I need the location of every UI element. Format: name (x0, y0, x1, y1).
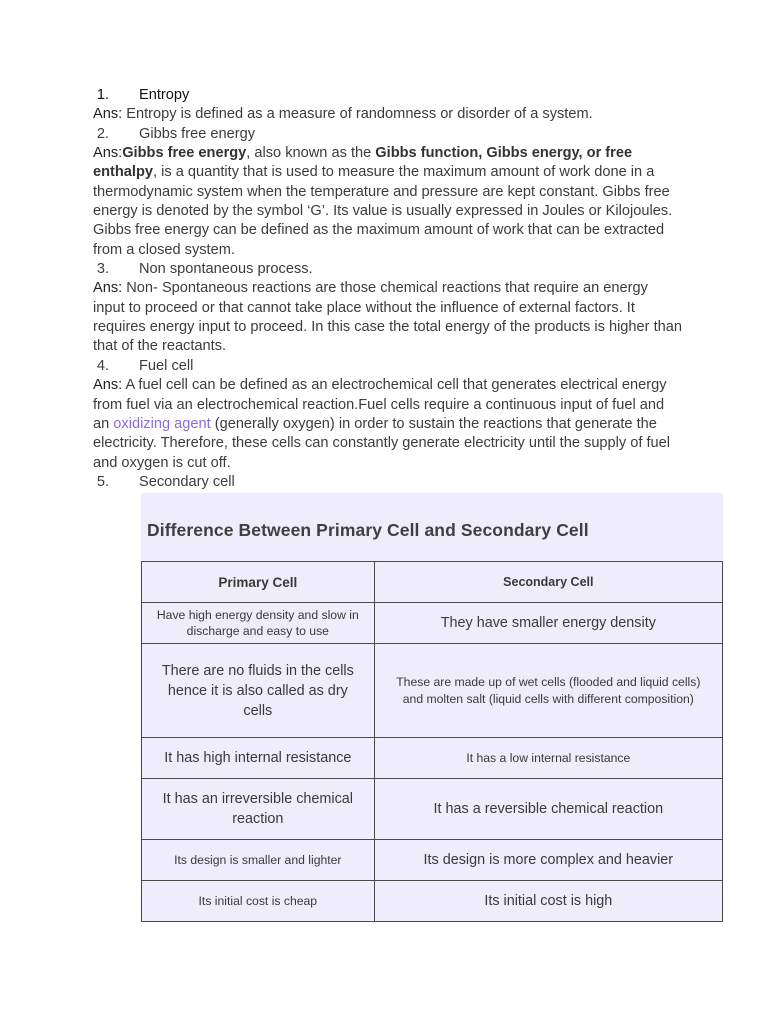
table-row (142, 644, 723, 738)
table-cell: Have high energy density and slow in discharge and easy to use (142, 603, 375, 644)
document-body (93, 86, 683, 492)
list-item-2 (93, 125, 683, 144)
ans-label: Ans: (93, 377, 123, 394)
table-header-row (142, 562, 723, 603)
table-row (142, 738, 723, 779)
ans-label: Ans: (93, 280, 123, 297)
comparison-table-image (141, 493, 723, 921)
list-title: Secondary cell (139, 473, 235, 490)
answer-text: Entropy is defined as a measure of randomness or disorder of a system. (122, 106, 593, 123)
table-row (142, 603, 723, 644)
table-cell: It has a low internal resistance (374, 738, 722, 779)
oxidizing-agent-link[interactable]: oxidizing agent (113, 415, 211, 432)
list-number: 4. (96, 357, 109, 374)
table-row (142, 779, 723, 840)
answer-text: A fuel cell can be defined as an electrochemical cell that generates electrical energy from fuel via an electrochemical reaction.Fuel cells require a continuous input of fuel and an (93, 377, 667, 432)
ans-label: Ans: (93, 106, 123, 123)
answer-fuel-cell (93, 376, 683, 473)
list-title: Gibbs free energy (139, 125, 256, 142)
answer-non-spontaneous (93, 279, 683, 356)
header-primary-cell: Primary Cell (142, 562, 375, 603)
bold-term: Gibbs free energy (122, 145, 247, 162)
answer-text: Non- Spontaneous reactions are those chemical reactions that require an energy input to proceed or that cannot take place without the influence of external factors. It requires energy input to proceed. In this case the total energy of the products is higher than that of the reactants. (93, 280, 682, 355)
table-cell: Its initial cost is cheap (142, 881, 375, 922)
list-title: Fuel cell (139, 357, 194, 374)
answer-gibbs (93, 144, 683, 260)
table-row (142, 881, 723, 922)
comparison-table (141, 561, 723, 922)
list-item-4 (93, 357, 683, 376)
header-secondary-cell: Secondary Cell (374, 562, 722, 603)
table-title: Difference Between Primary Cell and Secondary Cell (147, 520, 589, 540)
list-item-5 (93, 473, 683, 492)
list-item-3 (93, 260, 683, 279)
answer-text: , is a quantity that is used to measure the maximum amount of work done in a thermodynamic system when the temperature and pressure are kept constant. Gibbs free energy is denoted by the symbol ‘G’. Its value is usually expressed in Joules or Kilojoules. Gibbs free energy can be defined as the maximum amount of work that can be extracted from a closed system. (93, 164, 673, 258)
list-number: 5. (96, 473, 109, 490)
answer-text: (generally oxygen) in order to sustain the reactions that generate the electricity. Therefore, these cells can constantly generate electricity until the supply of fuel and oxygen is cut off. (93, 415, 671, 471)
table-cell: It has a reversible chemical reaction (374, 779, 722, 840)
list-number: 1. (96, 87, 109, 103)
answer-text: , also known as the (246, 145, 376, 162)
bold-term: Gibbs function, Gibbs energy, or free enthalpy (93, 145, 633, 181)
table-cell: Its design is more complex and heavier (374, 840, 722, 881)
table-cell: They have smaller energy density (374, 603, 722, 644)
answer-entropy (93, 105, 683, 124)
table-cell: There are no fluids in the cells hence it is also called as dry cells (142, 644, 375, 738)
ans-label: Ans: (93, 145, 123, 162)
table-cell: It has an irreversible chemical reaction (142, 779, 375, 840)
list-title: Entropy (139, 87, 190, 103)
table-cell: Its initial cost is high (374, 881, 722, 922)
table-cell: It has high internal resistance (142, 738, 375, 779)
table-cell: These are made up of wet cells (flooded and liquid cells) and molten salt (liquid cells with different composition) (374, 644, 722, 738)
list-title: Non spontaneous process. (139, 261, 313, 278)
list-item-1 (93, 86, 683, 105)
table-cell: Its design is smaller and lighter (142, 840, 375, 881)
table-row (142, 840, 723, 881)
list-number: 3. (96, 261, 109, 278)
list-number: 2. (96, 125, 109, 142)
